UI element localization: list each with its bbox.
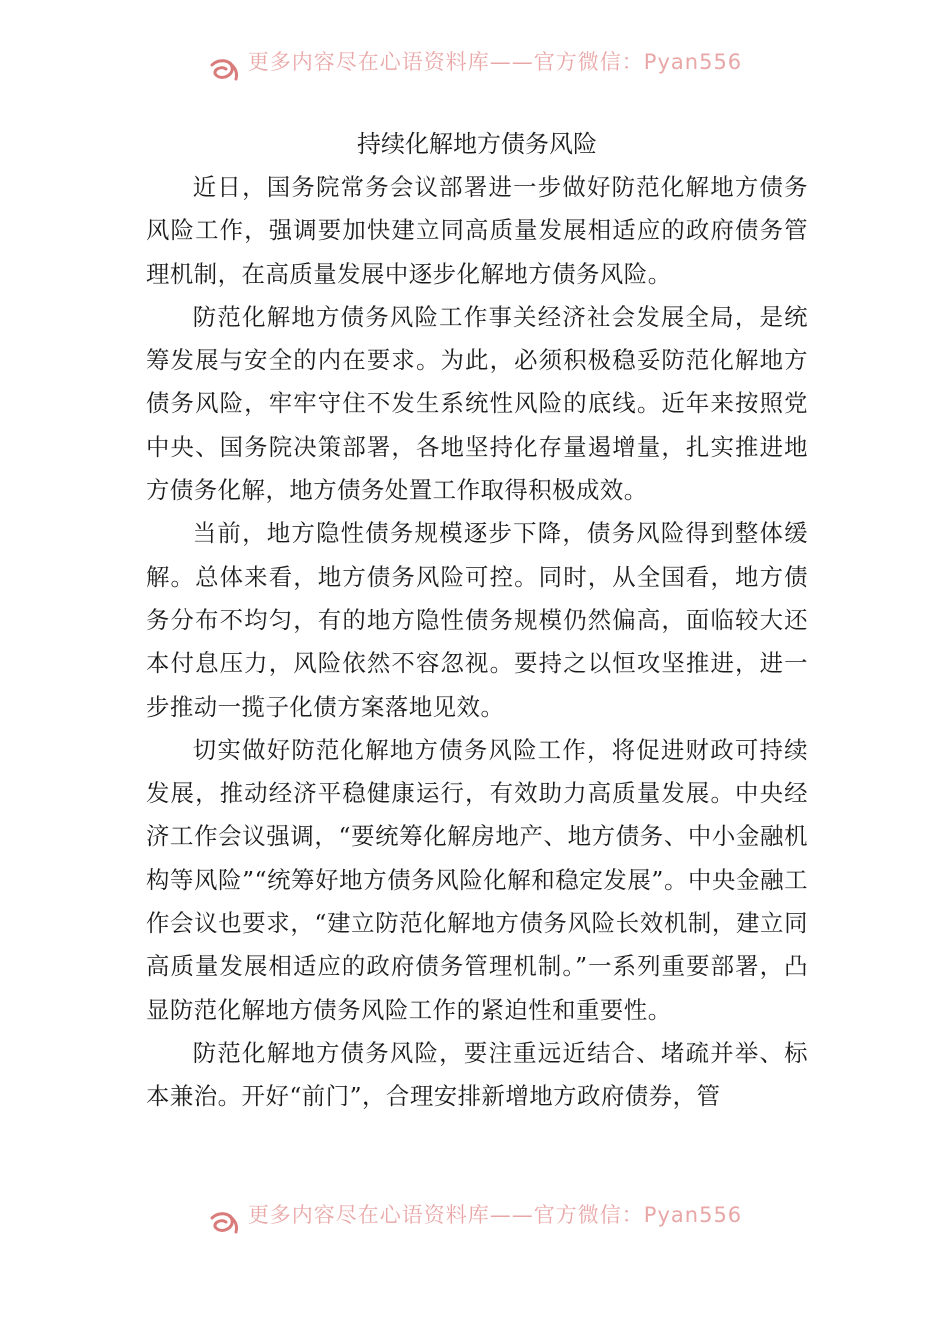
document-title: 持续化解地方债务风险 — [357, 130, 597, 158]
paragraph-1: 近日，国务院常务会议部署进一步做好防范化解地方债务风险工作，强调要加快建立同高质量发展相适应的政府债务管理机制，在高质量发展中逐步化解地方债务风险。 — [146, 173, 808, 288]
footer-watermark — [0, 1203, 950, 1243]
paragraph-3: 当前，地方隐性债务规模逐步下降，债务风险得到整体缓解。总体来看，地方债务风险可控。同时，从全国看，地方债务分布不均匀，有的地方隐性债务规模仍然偏高，面临较大还本付息压力，风险依然不容忽视。要持之以恒攻坚推进，进一步推动一揽子化债方案落地见效。 — [146, 519, 808, 721]
watermark-text: 更多内容尽在心语资料库——官方微信：Pyan556 — [247, 1203, 743, 1227]
document-body — [146, 122, 808, 1119]
paragraph-2: 防范化解地方债务风险工作事关经济社会发展全局，是统筹发展与安全的内在要求。为此，必须积极稳妥防范化解地方债务风险，牢牢守住不发生系统性风险的底线。近年来按照党中央、国务院决策部署，各地坚持化存量遏增量，扎实推进地方债务化解，地方债务处置工作取得积极成效。 — [146, 302, 808, 505]
watermark-text: 更多内容尽在心语资料库——官方微信：Pyan556 — [247, 50, 743, 74]
handwritten-logo-icon — [208, 1210, 242, 1236]
paragraph-4: 切实做好防范化解地方债务风险工作，将促进财政可持续发展，推动经济平稳健康运行，有效助力高质量发展。中央经济工作会议强调，“要统筹化解房地产、地方债务、中小金融机构等风险”“统筹好地方债务风险化解和稳定发展”。中央金融工作会议也要求，“建立防范化解地方债务风险长效机制，建立同高质量发展相适应的政府债务管理机制。”一系列重要部署，凸显防范化解地方债务风险工作的紧迫性和重要性。 — [146, 735, 808, 1024]
header-watermark — [0, 50, 950, 90]
handwritten-logo-icon — [208, 57, 242, 83]
paragraph-5: 防范化解地方债务风险，要注重远近结合、堵疏并举、标本兼治。开好“前门”，合理安排新增地方政府债券，管 — [146, 1038, 808, 1111]
